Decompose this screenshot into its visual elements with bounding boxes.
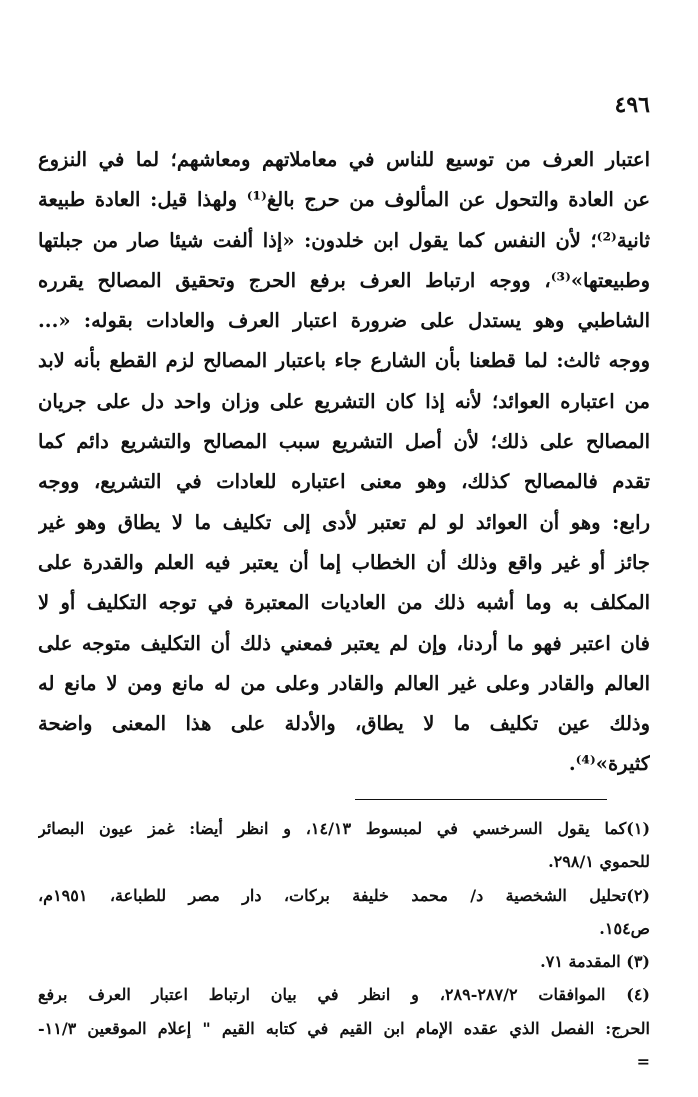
footnotes <box>38 812 650 1078</box>
footnote-line: ص١٥٤. <box>599 918 650 938</box>
footnote-line: الحرج: الفصل الذي عقده الإمام ابن القيم في كتابه القيم " إعلام الموقعين ١١/٣- <box>38 1018 650 1038</box>
page-number: ٤٩٦ <box>614 92 650 118</box>
text-line: تقدم فالمصالح كذلك، وهو معنى اعتباره للعادات في التشريع، ووجه <box>38 470 650 494</box>
text-line: اعتبار العرف من توسيع للناس في معاملاتهم ومعاشهم؛ لما في النزوع <box>38 148 650 171</box>
footnote-line: (٢)تحليل الشخصية د/ محمد خليفة بركات، دار مصر للطباعة، ١٩٥١م، <box>38 885 650 905</box>
text-line: ووجه ثالث: لما قطعنا بأن الشارع جاء باعتبار المصالح لزم القطع بأنه لابد <box>38 349 650 373</box>
footnote-line: (٣) المقدمة ٧١. <box>540 952 650 972</box>
footnote-line: للحموي ٢٩٨/١. <box>548 852 650 872</box>
main-text <box>38 140 650 785</box>
text-line: الشاطبي وهو يستدل على ضرورة اعتبار العرف والعادات بقوله: «... <box>38 309 650 333</box>
text-line: المكلف به وما أشبه ذلك من العاديات المعتبرة في توجه التكليف أو لا <box>38 591 650 615</box>
text-line: رابع: وهو أن العوائد لو لم تعتبر لأدى إلى تكليف ما لا يطاق وهو غير <box>38 510 650 534</box>
text-line: المصالح على ذلك؛ لأن أصل التشريع سبب المصالح والتشريع دائم كما <box>38 430 650 454</box>
text-line: من اعتباره العوائد؛ لأنه إذا كان التشريع على وزان واحد دل على جريان <box>38 389 650 413</box>
footnote-separator <box>355 799 607 800</box>
text-line: فان اعتبر فهو ما أردنا، وإن لم يعتبر فمعني ذلك أن التكليف متوجه على <box>38 631 650 655</box>
text-line: وذلك عين تكليف ما لا يطاق، والأدلة على هذا المعنى واضحة <box>38 712 650 736</box>
footnote-line: = <box>636 1052 650 1072</box>
text-line: وطبيعتها»⁽³⁾، ووجه ارتباط العرف برفع الحرج وتحقيق المصالح يقرره <box>38 268 650 292</box>
footnote-line: (٤) الموافقات ٢٨٧/٢-٢٨٩، و انظر في بيان ارتباط اعتبار العرف برفع <box>38 985 650 1005</box>
text-line: عن العادة والتحول عن المألوف من حرج بالغ⁽¹⁾ ولهذا قيل: العادة طبيعة <box>38 188 650 212</box>
text-line: ثانية⁽²⁾؛ لأن النفس كما يقول ابن خلدون: «إذا ألفت شيئا صار من جبلتها <box>38 228 650 252</box>
text-line: كثيرة»⁽⁴⁾. <box>568 752 650 776</box>
text-line: العالم والقادر وعلى غير العالم والقادر وعلى من له مانع ومن لا مانع له <box>38 671 650 695</box>
text-line: جائز أو غير واقع وذلك أن الخطاب إما أن يعتبر فيه العلم والقدرة على <box>38 550 650 574</box>
footnote-line: (١)كما يقول السرخسي في لمبسوط ١٤/١٣، و انظر أيضا: غمز عيون البصائر <box>38 819 650 838</box>
